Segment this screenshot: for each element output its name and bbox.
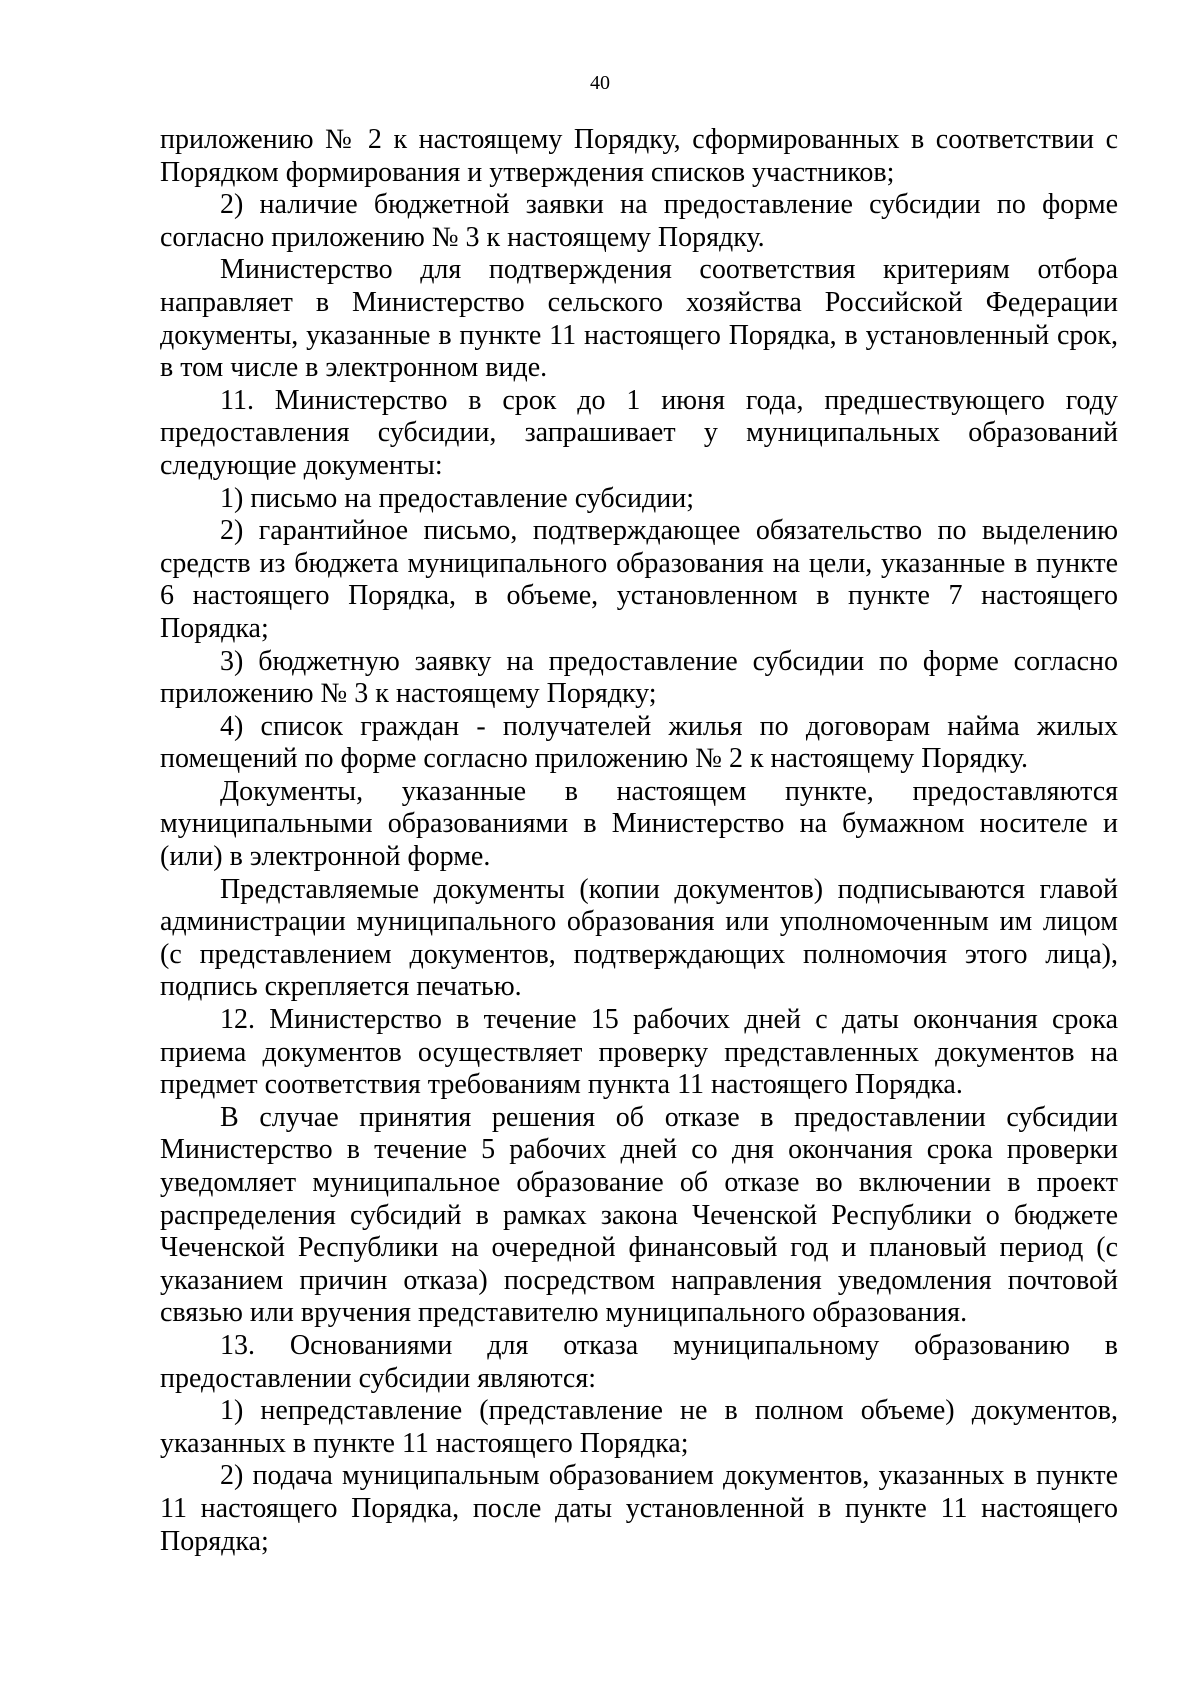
paragraph-9: Документы, указанные в настоящем пункте, предоставляются муниципальными образованиями в Министерство на бумажном носителе и (или) в электронной форме. xyxy=(160,775,1118,873)
paragraph-14: 1) непредставление (представление не в полном объеме) документов, указанных в пункте 11 настоящего Порядка; xyxy=(160,1395,1118,1459)
paragraph-5: 1) письмо на предоставление субсидии; xyxy=(220,482,695,514)
paragraph-8: 4) список граждан - получателей жилья по договорам найма жилых помещений по форме согласно приложению № 2 к настоящему Порядку. xyxy=(160,710,1118,775)
paragraph-6: 2) гарантийное письмо, подтверждающее обязательство по выделению средств из бюджета муниципального образования на цели, указанные в пункте 6 настоящего Порядка, в объеме, установленном в пункте 7 настоящего Порядка; xyxy=(160,515,1118,644)
paragraph-15: 2) подача муниципальным образованием документов, указанных в пункте 11 настоящего Порядка, после даты установленной в пункте 11 настоящего Порядка; xyxy=(160,1460,1118,1557)
document-body xyxy=(160,124,1118,1558)
paragraph-2: 2) наличие бюджетной заявки на предоставление субсидии по форме согласно приложению № 3 к настоящему Порядку. xyxy=(160,189,1118,253)
paragraph-10: Представляемые документы (копии документов) подписываются главой администрации муниципального образования или уполномоченным им лицом (с представлением документов, подтверждающих полномочия этого лица), подпись скрепляется печатью. xyxy=(160,873,1118,1003)
paragraph-7: 3) бюджетную заявку на предоставление субсидии по форме согласно приложению № 3 к настоящему Порядку; xyxy=(160,645,1118,710)
paragraph-3: Министерство для подтверждения соответствия критериям отбора направляет в Министерство сельского хозяйства Российской Федерации документы, указанные в пункте 11 настоящего Порядка, в установленный срок, в том числе в электронном виде. xyxy=(160,254,1118,384)
paragraph-12: В случае принятия решения об отказе в предоставлении субсидии Министерство в течение 5 рабочих дней со дня окончания срока проверки уведомляет муниципальное образование об отказе во включении в проект распределения субсидий в рамках закона Чеченской Республики о бюджете Чеченской Республики на очередной финансовый год и плановый период (с указанием причин отказа) посредством направления уведомления почтовой связью или вручения представителю муниципального образования. xyxy=(160,1101,1118,1329)
paragraph-11: 12. Министерство в течение 15 рабочих дней с даты окончания срока приема документов осуществляет проверку представленных документов на предмет соответствия требованиям пункта 11 настоящего Порядка. xyxy=(160,1004,1118,1101)
page-number: 40 xyxy=(590,72,610,94)
paragraph-1: приложению № 2 к настоящему Порядку, сформированных в соответствии с Порядком формирования и утверждения списков участников; xyxy=(160,124,1118,188)
paragraph-13: 13. Основаниями для отказа муниципальному образованию в предоставлении субсидии являются: xyxy=(160,1329,1118,1394)
paragraph-4: 11. Министерство в срок до 1 июня года, предшествующего году предоставления субсидии, запрашивает у муниципальных образований следующие документы: xyxy=(160,384,1118,481)
